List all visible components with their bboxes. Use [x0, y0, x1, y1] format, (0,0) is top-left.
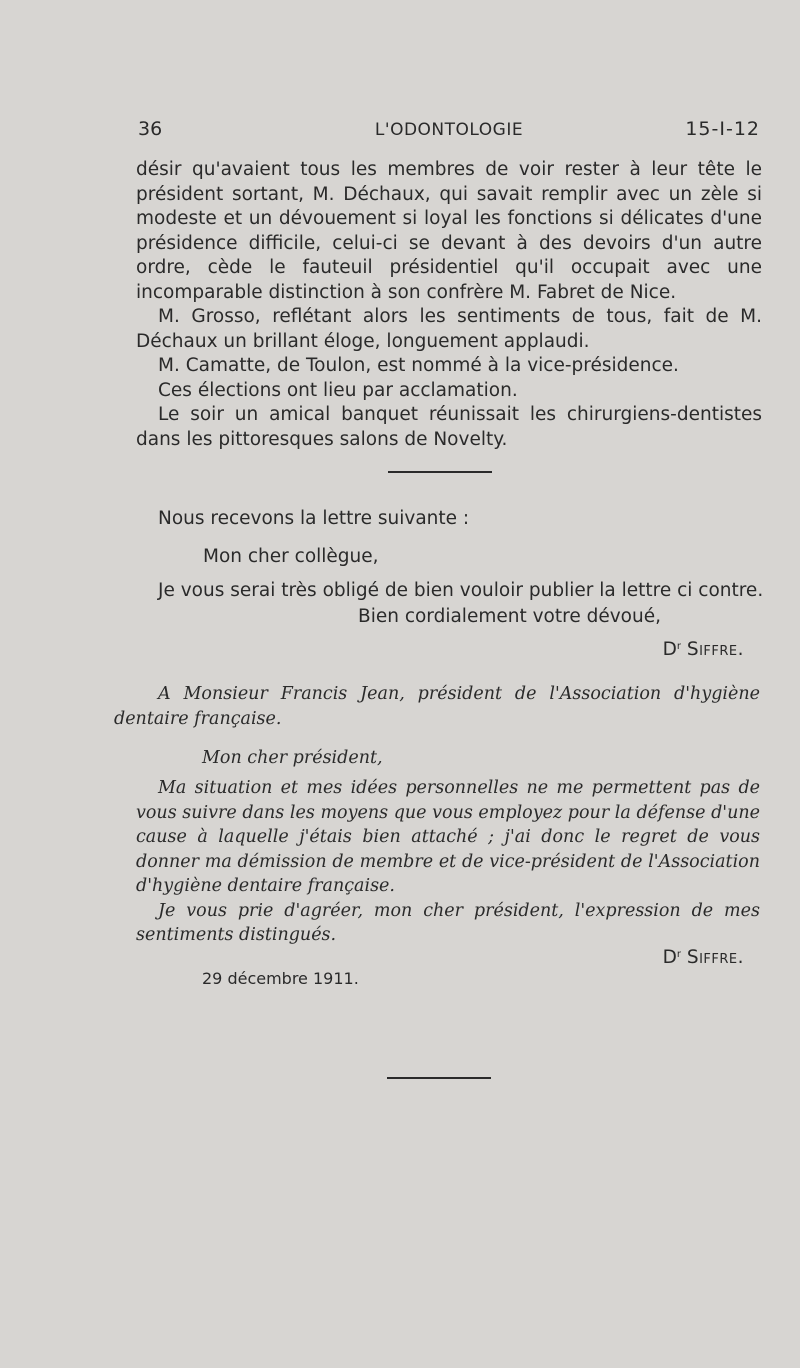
closing-divider: [387, 1077, 491, 1079]
addressee-text: A Monsieur Francis Jean, président de l'Association d'hygiène dentaire française.: [114, 684, 760, 729]
notice-salutation: Mon cher collègue,: [203, 546, 379, 567]
page-header: [138, 118, 760, 148]
letter-signature: $D^r$ Siffre.: [662, 947, 744, 968]
notice-intro: Nous recevons la lettre suivante :: [158, 508, 470, 529]
letter-date: 29 décembre 1911.: [202, 969, 359, 988]
report-paragraph: Le soir un amical banquet réunissait les chirurgiens-dentistes dans les pittoresques salons de Novelty.: [136, 404, 762, 450]
report-section: [136, 158, 762, 452]
page-number: 36: [138, 118, 163, 140]
letter-body: [136, 776, 760, 948]
letter-paragraph: Ma situation et mes idées personnelles ne me permettent pas de vous suivre dans les moyens que vous employez pour la défense d'une cause à laquelle j'étais bien attaché ; j'ai donc le regret de vous donner ma démission de membre et de vice-président de l'Association d'hygiène dentaire française.: [136, 778, 760, 896]
salutation-text: Mon cher président,: [202, 748, 383, 768]
notice-request: Je vous serai très obligé de bien vouloir publier la lettre ci contre.: [158, 580, 764, 601]
notice-closing: Bien cordialement votre dévoué,: [358, 606, 661, 627]
issue-date: 15-I-12: [685, 118, 760, 140]
report-paragraph: désir qu'avaient tous les membres de voir rester à leur tête le président sortant, M. Déchaux, qui savait remplir avec un zèle si modeste et un dévouement si loyal les fonctions si délicates d'une présidence difficile, celui-ci se devant à des devoirs d'un autre ordre, cède le fauteuil présidentiel qu'il occupait avec une incomparable distinction à son confrère M. Fabret de Nice.: [136, 159, 762, 303]
letter-paragraph: Je vous prie d'agréer, mon cher président, l'expression de mes sentiments distingués.: [136, 900, 760, 945]
letter-addressee: [114, 682, 760, 731]
notice-signature: $D^r$ Siffre.: [662, 639, 744, 660]
letter-salutation: [202, 746, 602, 771]
report-paragraph: M. Grosso, reflétant alors les sentiments de tous, fait de M. Déchaux un brillant éloge, longuement applaudi.: [136, 306, 762, 352]
report-paragraph: Ces élections ont lieu par acclamation.: [158, 379, 518, 401]
report-paragraph: M. Camatte, de Toulon, est nommé à la vice-présidence.: [158, 355, 679, 376]
journal-title: L'ODONTOLOGIE: [374, 120, 524, 140]
section-divider: [388, 471, 492, 473]
